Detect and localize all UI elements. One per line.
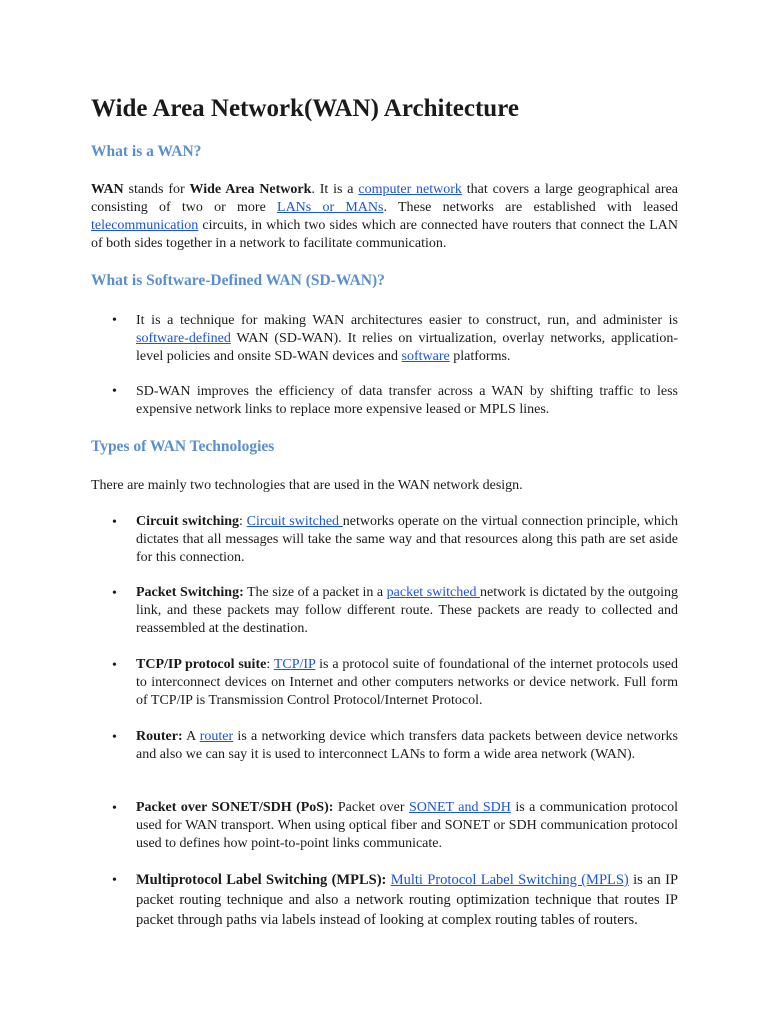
bullet: • <box>112 313 117 328</box>
tech-item-pos: Packet over SONET/SDH (PoS): Packet over SONET and SDH is a communication protocol used for WAN transport. When using optical fiber and SONET or SDH communication protocol used to defines how point-to-point links communicate. <box>136 800 678 851</box>
section-heading-what-is-wan: What is a WAN? <box>91 143 202 160</box>
section-heading-types: Types of WAN Technologies <box>91 438 275 455</box>
software-defined-link[interactable]: software-defined <box>136 331 231 346</box>
section-heading-sd-wan: What is Software-Defined WAN (SD-WAN)? <box>91 272 385 289</box>
computer-network-link[interactable]: computer network <box>358 182 462 197</box>
mpls-link[interactable]: Multi Protocol Label Switching (MPLS) <box>390 872 629 888</box>
packet-switched-link[interactable]: packet switched <box>386 585 480 600</box>
bullet: • <box>112 384 117 399</box>
circuit-switched-link[interactable]: Circuit switched <box>246 514 343 529</box>
sd-wan-bullet-1: It is a technique for making WAN architectures easier to construct, run, and administer is software-defined WAN (SD-WAN). It relies on virtualization, overlay networks, application-level policies and onsite SD-WAN devices and software platforms. <box>136 313 678 364</box>
lans-or-mans-link[interactable]: LANs or MANs <box>277 200 384 215</box>
page-title: Wide Area Network(WAN) Architecture <box>91 95 519 122</box>
tech-item-mpls: Multiprotocol Label Switching (MPLS): Multi Protocol Label Switching (MPLS) is an IP packet routing technique and also a network routing optimization technique that routes IP packet through paths via labels instead of looking at complex routing tables of routers. <box>136 872 679 928</box>
router-link[interactable]: router <box>199 729 234 744</box>
software-link[interactable]: software <box>401 349 450 364</box>
telecommunication-link[interactable]: telecommunication <box>91 218 199 233</box>
tcp-ip-link[interactable]: TCP/IP <box>273 657 316 672</box>
bullet: • <box>112 586 117 601</box>
tech-item-circuit-switching: Circuit switching: Circuit switched networks operate on the virtual connection principle, which dictates that all messages will take the same way and that resources along this path are set aside for this connection. <box>136 514 678 565</box>
bullet: • <box>112 730 117 745</box>
types-intro-paragraph: There are mainly two technologies that are used in the WAN network design. <box>91 478 523 493</box>
bullet: • <box>112 658 117 673</box>
sonet-sdh-link[interactable]: SONET and SDH <box>408 800 511 815</box>
tech-item-tcp-ip: TCP/IP protocol suite: TCP/IP is a protocol suite of foundational of the internet protocols used to interconnect devices on Internet and other computers networks or device network. Full form of TCP/IP is Transmission Control Protocol/Internet Protocol. <box>136 657 678 708</box>
tech-item-router: Router: A router is a networking device which transfers data packets between device networks and also we can say it is used to interconnect LANs to form a wide area network (WAN). <box>136 729 678 762</box>
sd-wan-bullet-2: SD-WAN improves the efficiency of data transfer across a WAN by shifting traffic to less expensive network links to replace more expensive leased or MPLS lines. <box>136 384 678 417</box>
wan-definition-paragraph: WAN stands for Wide Area Network. It is a computer network that covers a large geographical area consisting of two or more LANs or MANs. These networks are established with leased telecommunication circuits, in which two sides which are connected have routers that connect the LAN of both sides together in a network to facilitate communication. <box>91 182 679 251</box>
tech-item-packet-switching: Packet Switching: The size of a packet in a packet switched network is dictated by the outgoing link, and these packets may follow different route. These packets are ready to collected and reassembled at the destination. <box>136 585 678 636</box>
bullet: • <box>112 515 117 530</box>
wide-area-network-term: Wide Area Network <box>189 182 312 197</box>
bullet: • <box>112 873 117 888</box>
wan-term: WAN <box>91 182 124 197</box>
bullet: • <box>112 801 117 816</box>
